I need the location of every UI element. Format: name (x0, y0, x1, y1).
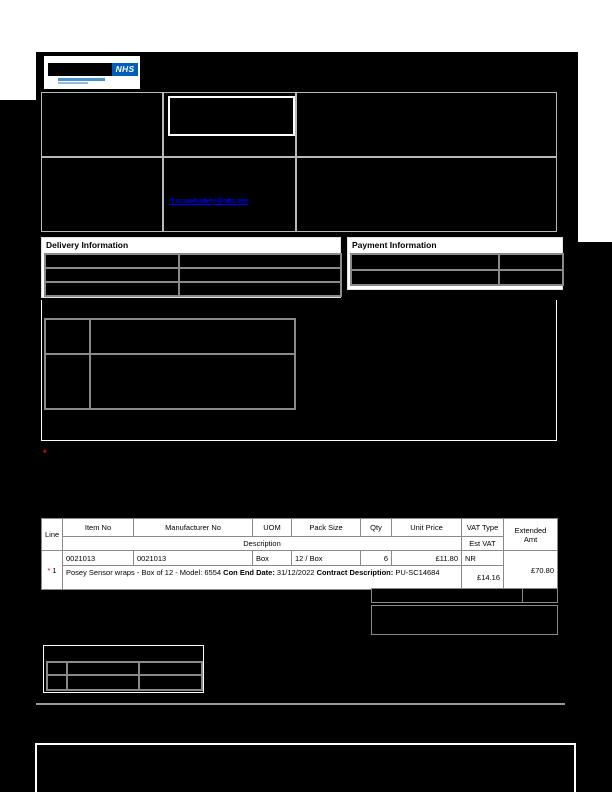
footer-separator-line (36, 703, 565, 705)
extended-label-line1: Extended (514, 525, 547, 535)
cell-description (63, 566, 462, 590)
contact-email-link[interactable]: rf.scan4safety@nhs.net (169, 196, 248, 205)
cell-qty: 6 (361, 551, 392, 566)
payment-cell-redacted (499, 254, 563, 270)
con-end-date-value: 31/12/2022 (274, 568, 317, 577)
order-number-box (163, 92, 296, 157)
invoice-address-box (41, 157, 163, 232)
note-asterisk-marker: * (43, 448, 47, 458)
line-item-description-row (42, 566, 558, 590)
notes-cell-redacted (90, 354, 295, 409)
notes-cell-redacted (45, 354, 90, 409)
summary-box (43, 645, 204, 693)
payment-cell-redacted (351, 270, 499, 285)
col-header-description: Description (63, 537, 462, 551)
delivery-cell-redacted (179, 254, 341, 268)
summary-cell-redacted (47, 675, 67, 690)
cell-est-vat: £14.16 (462, 566, 504, 590)
col-header-vat-type: VAT Type (462, 519, 504, 537)
trust-subtitle-text-2 (58, 82, 88, 84)
col-header-est-vat: Est VAT (462, 537, 504, 551)
summary-cell-redacted (67, 662, 139, 675)
line-item-row (42, 551, 558, 566)
summary-cell-redacted (67, 675, 139, 690)
payment-information-table (350, 253, 564, 286)
nhs-logo (44, 56, 140, 89)
payment-information-panel (347, 237, 563, 290)
cell-extended-amt: £70.80 (504, 551, 558, 590)
totals-row-redacted (371, 588, 558, 603)
payment-information-title: Payment Information (352, 240, 437, 250)
col-header-uom: UOM (253, 519, 292, 537)
col-header-extended-amt (504, 519, 558, 551)
summary-table-redacted (46, 661, 203, 691)
cell-unit-price: £11.80 (392, 551, 462, 566)
contract-description-value: PU-SC14684 (393, 568, 440, 577)
contract-description-label: Contract Description: (316, 568, 394, 577)
delivery-information-title: Delivery Information (46, 240, 129, 250)
cell-line-number (42, 551, 63, 590)
cell-uom: Box (253, 551, 292, 566)
summary-cell-redacted (47, 662, 67, 675)
line-number: 1 (52, 565, 57, 575)
col-header-qty: Qty (361, 519, 392, 537)
col-header-line: Line (42, 519, 63, 551)
summary-cell-redacted (139, 675, 202, 690)
cell-item-no: 0021013 (63, 551, 134, 566)
col-header-item-no: Item No (63, 519, 134, 537)
cell-pack-size: 12 / Box (292, 551, 361, 566)
payment-cell-redacted (499, 270, 563, 285)
line-asterisk-marker: * (47, 565, 51, 575)
delivery-cell-redacted (179, 282, 341, 296)
delivery-cell-redacted (45, 254, 179, 268)
supplier-address-box (41, 92, 163, 157)
trust-name-redaction-bar (48, 63, 112, 76)
nhs-logo-icon: NHS (112, 63, 138, 76)
terms-footer-box (35, 743, 576, 792)
order-notes-container (41, 300, 557, 441)
delivery-information-panel (41, 237, 341, 298)
line-items-table (41, 518, 558, 590)
delivery-cell-redacted (45, 282, 179, 296)
con-end-date-label: Con End Date: (223, 568, 275, 577)
payment-cell-redacted (351, 254, 499, 270)
order-details-box (296, 92, 557, 157)
col-header-manufacturer-no: Manufacturer No (134, 519, 253, 537)
description-text: Posey Sensor wraps - Box of 12 - Model: 6554 (66, 568, 224, 577)
extended-label-line2: Amt (523, 534, 538, 544)
col-header-unit-price: Unit Price (392, 519, 462, 537)
order-notes-table (44, 318, 296, 410)
col-header-pack-size: Pack Size (292, 519, 361, 537)
cell-manufacturer-no: 0021013 (134, 551, 253, 566)
delivery-cell-redacted (179, 268, 341, 282)
totals-box-redacted (371, 605, 558, 635)
buyer-details-box (296, 157, 557, 232)
delivery-information-table (44, 253, 342, 297)
totals-divider (522, 589, 523, 602)
notes-cell-redacted (45, 319, 90, 354)
delivery-cell-redacted (45, 268, 179, 282)
summary-cell-redacted (139, 662, 202, 675)
cell-vat-type: NR (462, 551, 504, 566)
trust-subtitle-text (58, 78, 105, 81)
contact-box (163, 157, 296, 232)
po-number-highlight-box (168, 96, 295, 136)
notes-cell-redacted (90, 319, 295, 354)
